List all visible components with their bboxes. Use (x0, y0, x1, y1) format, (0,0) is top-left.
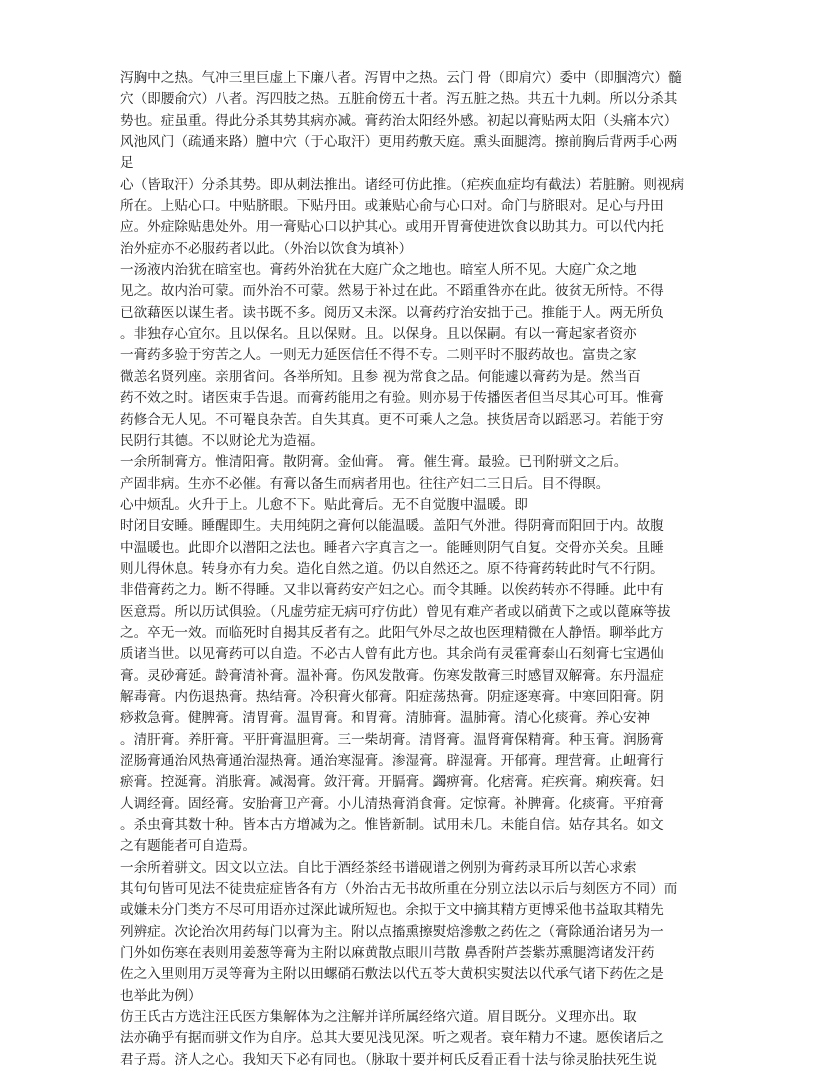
text-line: 泻胸中之热。气冲三里巨虚上下廉八者。泻胃中之热。云门 骨（即肩穴）委中（即腘湾穴）髓 (120, 70, 682, 86)
text-line: 民阴行其德。不以财论尤为造福。 (120, 432, 324, 449)
text-line: 一膏药多验于穷苦之人。一则无力延医信任不得不专。二则平时不服药故也。富贵之家 (120, 347, 637, 364)
text-line: 。非独存心宜尔。且以保名。且以保财。且。以保身。且以保嗣。有以一膏起家者资亦 (120, 326, 637, 343)
text-line: 风池风门（疏通来路）膻中穴（于心取汗）更用药敷天庭。熏头面腿湾。擦前胸后背两手心两 (120, 134, 678, 151)
text-line: 足 (120, 155, 134, 172)
text-line: 解毒膏。内伤退热膏。热结膏。冷积膏火郁膏。阳症荡热膏。阴症逐寒膏。中寒回阳膏。阴 (120, 688, 664, 705)
text-line: 或嫌未分门类方不尽可用语亦过深此诚所短也。余拟于文中摘其精方更博采他书益取其精先 (120, 902, 664, 919)
text-line: 见之。故内治可蒙。而外治不可蒙。然易于补过在此。不蹈重咎亦在此。彼贫无所恃。不得 (120, 283, 664, 300)
text-line: 一汤液内治犹在暗室也。膏药外治犹在大庭广众之地也。暗室人所不见。大庭广众之地 (120, 262, 637, 279)
text-line: 非借膏药之力。断不得睡。又非以膏药安产妇之心。而令其睡。以俟药转亦不得睡。此中有 (120, 582, 664, 599)
text-line: 也举此为例） (120, 987, 202, 1004)
text-line: 微恙名贤列座。亲朋省问。各举所知。且参 视为常食之品。何能遽以膏药为是。然当百 (120, 368, 641, 385)
text-line: 势也。症虽重。得此分杀其势其病亦减。膏药治太阳经外感。初起以膏贴两太阳（头痛本穴） (120, 112, 678, 129)
text-line: 心中烦乱。火升于上。儿愈不下。贴此膏后。无不自觉腹中温暖。即 (120, 496, 528, 513)
text-line: 一余所着骈文。因文以立法。自比于酒经茶经书谱砚谱之例别为膏药录耳所以苦心求索 (120, 859, 637, 876)
document-body (120, 68, 700, 1071)
text-line: 产固非病。生亦不必催。有膏以备生而病者用也。往往产妇二三日后。目不得瞑。 (120, 475, 610, 492)
text-line: 则儿得休息。转身亦有力矣。造化自然之道。仍以自然还之。原不待膏药转此时气不行阴。 (120, 560, 664, 577)
text-line: 。清肝膏。养肝膏。平肝膏温胆膏。三一柴胡膏。清肾膏。温肾膏保精膏。种玉膏。润肠膏 (120, 731, 664, 748)
text-line: 君子焉。济人之心。我知天下必有同也。（脉取十要并柯氏反看正看十法与徐灵胎扶死生说 (120, 1051, 657, 1068)
text-line: 涩肠膏通治风热膏通治湿热膏。通治寒湿膏。渗湿膏。辟湿膏。开郁膏。理营膏。止衄膏行 (120, 753, 664, 769)
text-line: 列辨症。次论治次用药每门以膏为主。附以点搐熏擦熨焙滲敷之药佐之（膏除通治诸另为一 (120, 923, 664, 940)
text-line: 所在。上贴心口。中贴脐眼。下贴丹田。或兼贴心俞与心口对。命门与脐眼对。足心与丹田 (120, 198, 664, 215)
text-line: 药修合无人见。不可罨良杂苦。自失其真。更不可乘人之急。挟货居奇以蹈恶习。若能于穷 (120, 411, 664, 428)
text-line: 佐之入里则用万灵等膏为主附以田螺硝石敷法以代五苓大黄枳实熨法以代承气诸下药佐之是 (120, 966, 664, 983)
text-line: 痧救急膏。健脾膏。清胃膏。温胃膏。和胃膏。清肺膏。温肺膏。清心化痰膏。养心安神 (120, 710, 651, 727)
text-line: 。杀虫膏其数十种。皆本古方增减为之。惟皆新制。试用未几。未能自信。姑存其名。如文 (120, 817, 664, 834)
text-line: 其句句皆可见法不徒贵症症皆各有方（外治古无书故所重在分别立法以示后与刻医方不同）而 (120, 881, 678, 898)
text-line: 药不效之时。诸医束手告退。而膏药能用之有验。则亦易于传播医者但当尽其心可耳。惟膏 (120, 390, 664, 407)
text-line: 法亦确乎有据而骈文作为自序。总其大要见浅见深。听之观者。衰年精力不逮。愿俟诸后之 (120, 1030, 664, 1047)
text-line: 质诸当世。以见膏药可以自造。不必古人曾有此方也。其余尚有灵霍膏泰山石刻膏七宝遇仙 (120, 646, 664, 663)
text-line: 时闭目安睡。睡醒即生。夫用纯阴之膏何以能温暖。盖阳气外泄。得阴膏而阳回于内。故腹 (120, 518, 664, 535)
text-line: 一余所制膏方。惟清阳膏。散阴膏。金仙膏。 膏。催生膏。最验。已刊附骈文之后。 (120, 454, 628, 471)
text-line: 人调经膏。固经膏。安胎膏卫产膏。小儿清热膏消食膏。定惊膏。补脾膏。化痰膏。平疳膏 (120, 795, 664, 812)
text-line: 治外症亦不必服药者以此。（外治以饮食为填补） (120, 240, 413, 257)
text-line: 心（皆取汗）分杀其势。即从刺法推出。诸经可仿此推。（疟疾血症均有截法）若脏腑。则视病 (120, 176, 685, 193)
text-line: 膏。灵砂膏延。龄膏清补膏。温补膏。伤风发散膏。伤寒发散膏三时感冒双解膏。东丹温症 (120, 667, 664, 684)
text-line: 瘀膏。控涎膏。消胀膏。减渴膏。敛汗膏。开膈膏。蠲痹膏。化痞膏。疟疾膏。痢疾膏。妇 (120, 774, 664, 791)
text-line: 已欲藉医以谋生者。读书既不多。阅历又未深。以膏药疗治安拙于己。推能于人。两无所负 (120, 304, 664, 321)
text-line: 穴（即腰俞穴）八者。泻四肢之热。五脏俞傍五十者。泻五脏之热。共五十九刺。所以分杀其 (120, 91, 678, 108)
text-line: 门外如伤寒在表则用姜葱等膏为主附以麻黄散点眼川芎散 鼻香附芦荟紫苏熏腿湾诸发汗药 (120, 945, 655, 962)
text-line: 之。卒无一效。而临死时自揭其反者有之。此阳气外尽之故也医理精微在人静悟。聊举此方 (120, 624, 664, 641)
text-line: 医意焉。所以历试俱验。（凡虚劳症无病可疗仿此）曾见有难产者或以硝黄下之或以蓖麻等拔 (120, 603, 671, 620)
text-line: 中温暖也。此即介以潜阳之法也。睡者六字真言之一。能睡则阴气自复。交骨亦关矣。且睡 (120, 539, 664, 556)
text-line: 之有题能者可自造焉。 (120, 838, 256, 855)
text-line: 仿王氏古方选注汪氏医方集解体为之注解并详所属经络穴道。眉目既分。义理亦出。取 (120, 1009, 637, 1026)
text-line: 应。外症除贴患处外。用一膏贴心口以护其心。或用开胃膏使进饮食以助其力。可以代内托 (120, 219, 664, 236)
